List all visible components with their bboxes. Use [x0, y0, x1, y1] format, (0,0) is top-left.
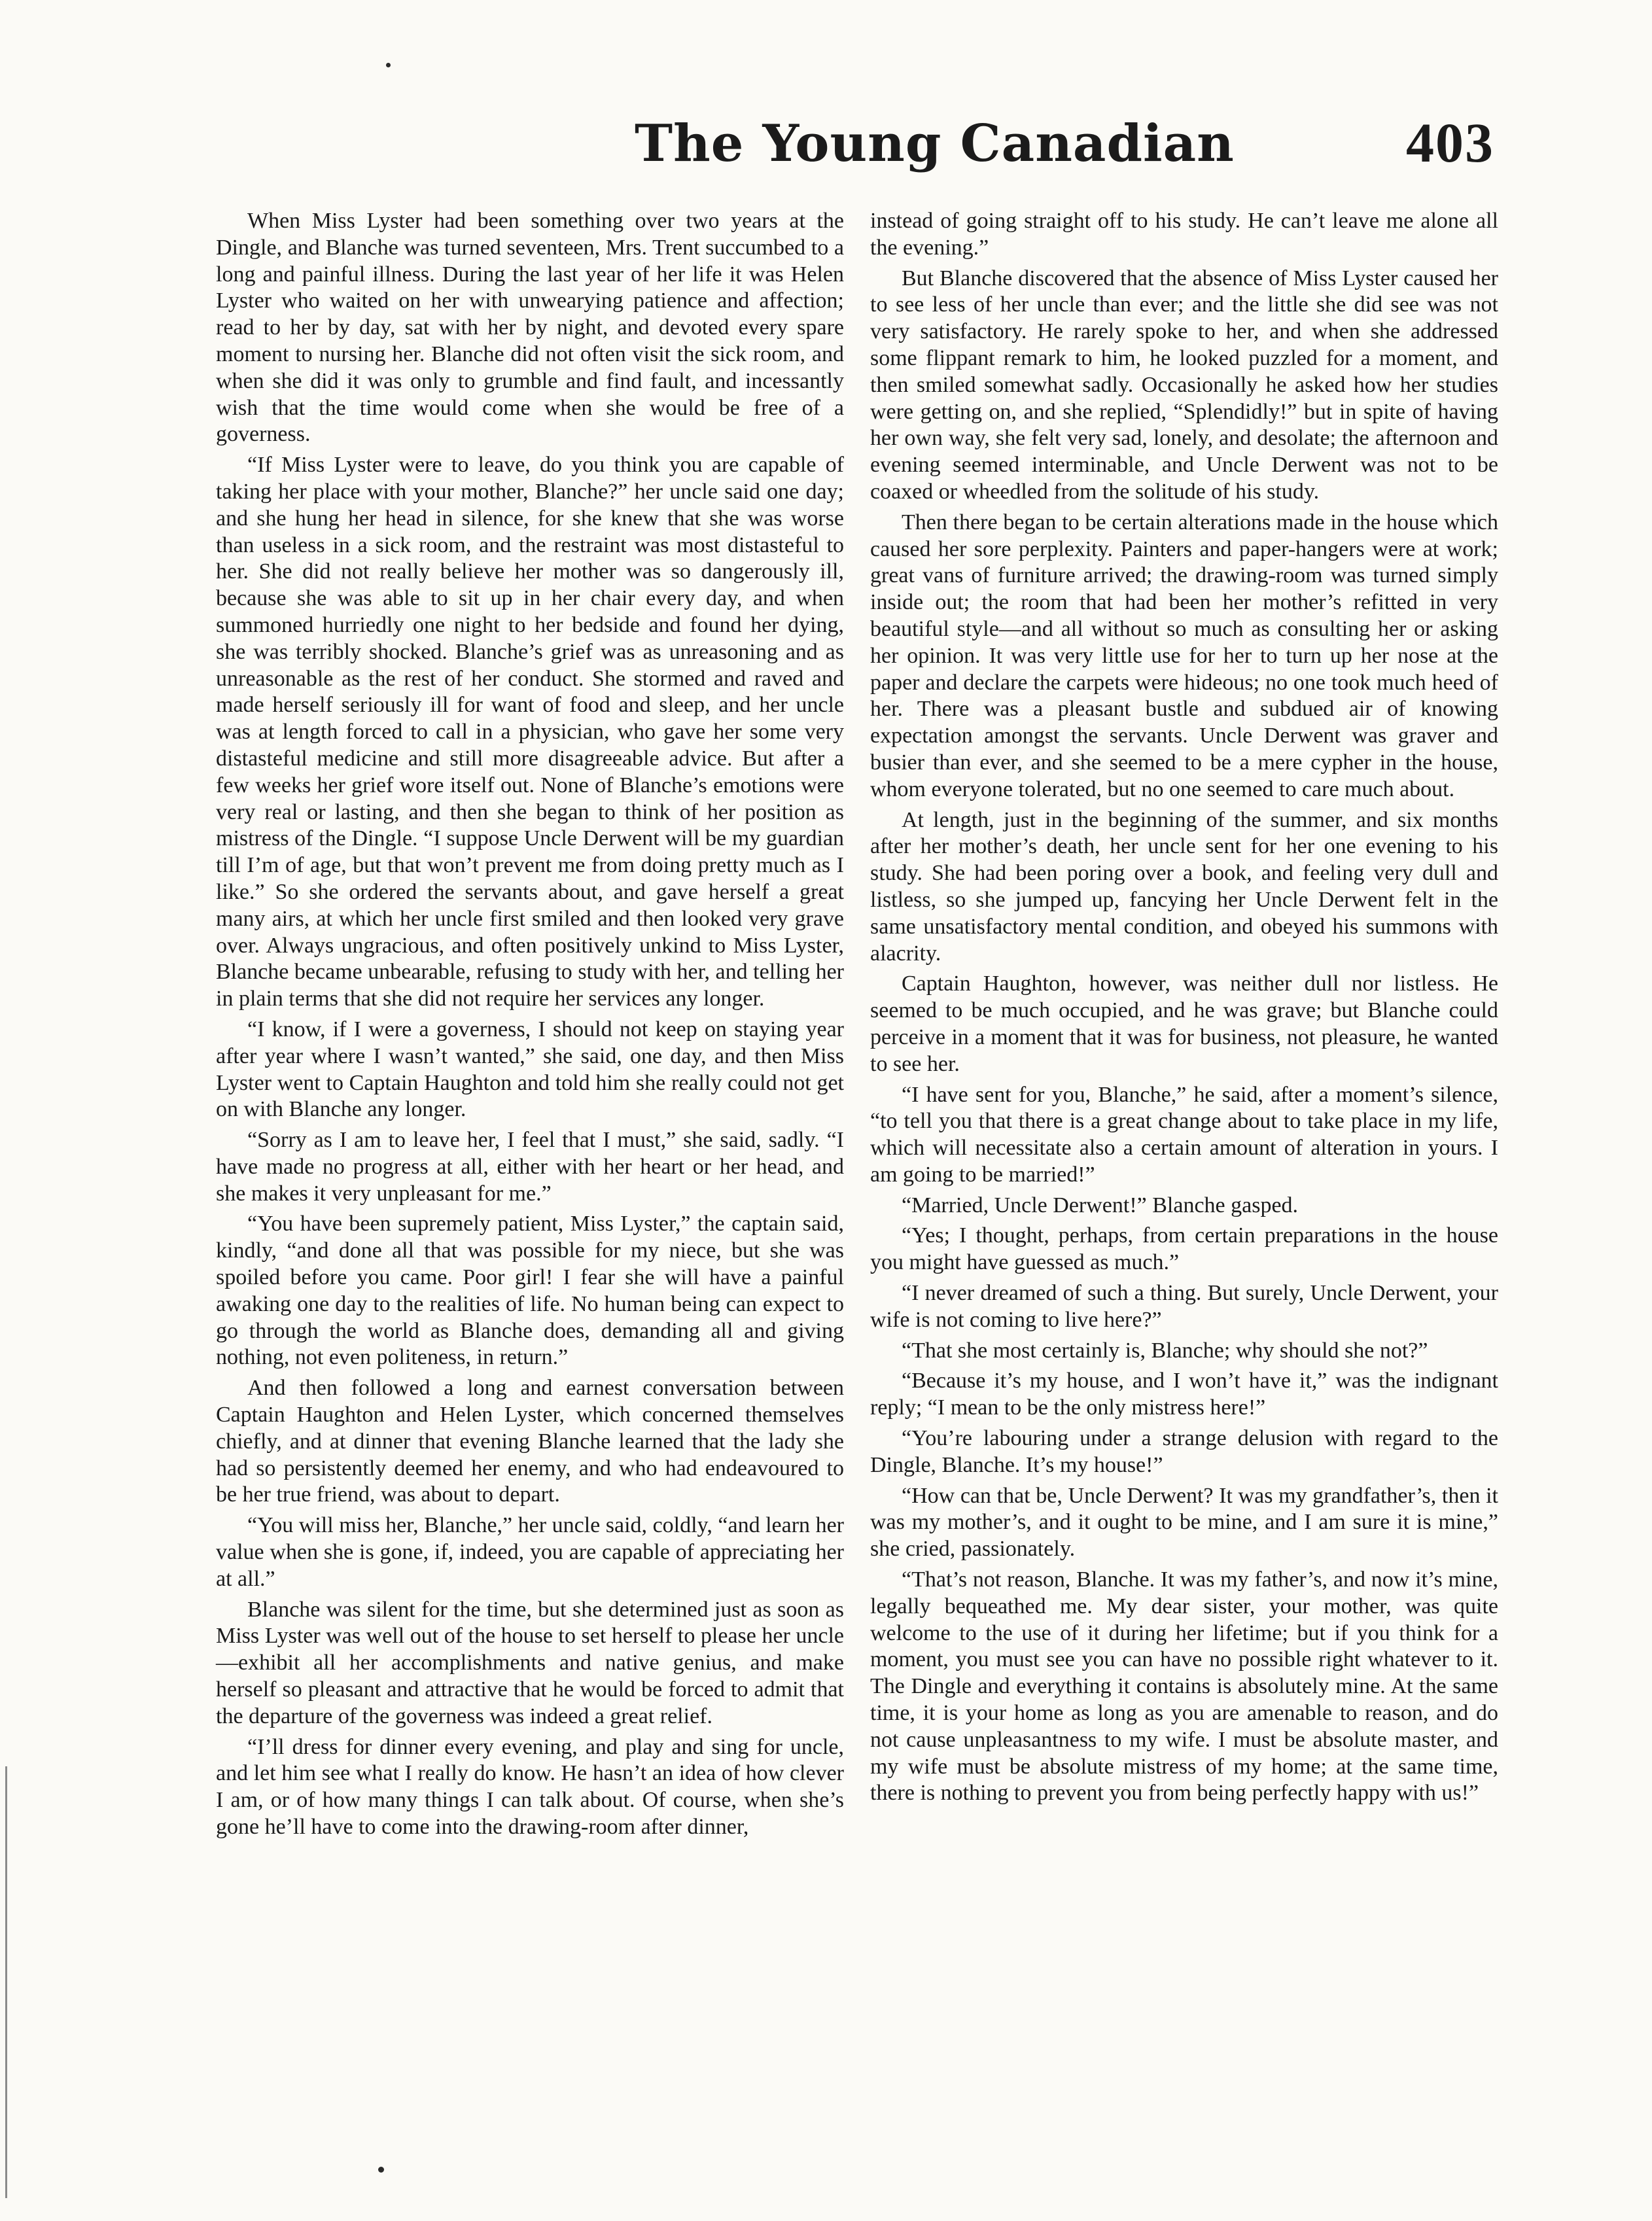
paragraph: instead of going straight off to his study. He can’t leave me alone all the evening.”: [870, 209, 1498, 260]
page-header: [216, 110, 1498, 182]
paragraph: “You have been supremely patient, Miss Lyster,” the captain said, kindly, “and done all that was possible for my niece, but she was spoiled before you came. Poor girl! I fear she will have a painful awaking one day to the realities of life. No human being can expect to go through the world as Blanche does, demanding all and giving nothing, not even politeness, in return.”: [216, 1212, 844, 1370]
binding-edge-line: [5, 1766, 7, 2198]
paragraph: “Married, Uncle Derwent!” Blanche gasped.: [902, 1193, 1299, 1217]
right-text-column: [870, 208, 1498, 1811]
paragraph: “How can that be, Uncle Derwent? It was my grandfather’s, then it was my mother’s, and it ought to be mine, and I am sure it is mine,” she cried, passionately.: [870, 1483, 1498, 1562]
paragraph: “Sorry as I am to leave her, I feel that I must,” she said, sadly. “I have made no progress at all, either with her heart or her head, and she makes it very unpleasant for me.”: [216, 1128, 844, 1206]
paragraph: “I know, if I were a governess, I should not keep on staying year after year where I wasn’t wanted,” she said, one day, and then Miss Lyster went to Captain Haughton and told him she really could not get on with Blanche any longer.: [216, 1017, 844, 1122]
paragraph: “If Miss Lyster were to leave, do you think you are capable of taking her place with your mother, Blanche?” her uncle said one day; and she hung her head in silence, for she knew that she was worse than useless in a sick room, and the restraint was most distasteful to her. She did not really believe her mother was so dangerously ill, because she was able to sit up in her chair every day, and when summoned hurriedly one night to her bedside and found her dying, she was terribly shocked. Blanche’s grief was as unreasoning and as unreasonable as the rest of her conduct. She stormed and raved and made herself seriously ill for want of food and sleep, and her uncle was at length forced to call in a physician, who gave her some very distasteful medicine and still more disagreeable advice. But after a few weeks her grief wore itself out. None of Blanche’s emotions were very real or lasting, and then she began to think of her position as mistress of the Dingle. “I suppose Uncle Derwent will be my guardian till I’m of age, but that won’t prevent me from doing pretty much as I like.” So she ordered the servants about, and gave herself a great many airs, at which her uncle first smiled and then looked very grave over. Always ungracious, and often positively unkind to Miss Lyster, Blanche became unbearable, refusing to study with her, and telling her in plain terms that she did not require her services any longer.: [216, 453, 844, 1011]
paragraph: “Yes; I thought, perhaps, from certain preparations in the house you might have guessed as much.”: [870, 1223, 1498, 1275]
paragraph: And then followed a long and earnest conversation between Captain Haughton and Helen Lyster, which concerned themselves chiefly, and at dinner that evening Blanche learned that the lady she had so persistently deemed her enemy, and who had endeavoured to be her true friend, was about to depart.: [216, 1376, 844, 1507]
paragraph: Then there began to be certain alterations made in the house which caused her sore perplexity. Painters and paper-hangers were at work; great vans of furniture arrived; the drawing-room was turned simply inside out; the room that had been her mother’s refitted in very beautiful style—and all without so much as consulting her or asking her opinion. It was very little use for her to turn up her nose at the paper and declare the carpets were hideous; no one took much heed of her. There was a pleasant bustle and subdued air of knowing expectation amongst the servants. Uncle Derwent was graver and busier than ever, and she seemed to be a mere cypher in the house, whom everyone tolerated, but no one seemed to care much about.: [870, 510, 1498, 801]
paragraph: Blanche was silent for the time, but she determined just as soon as Miss Lyster was well out of the house to set herself to please her uncle—exhibit all her accomplishments and native genius, and make herself so pleasant and attractive that he would be forced to admit that the departure of the governess was indeed a great relief.: [216, 1597, 844, 1728]
paragraph: “I’ll dress for dinner every evening, and play and sing for uncle, and let him see what I really do know. He hasn’t an idea of how clever I am, or of how many things I can talk about. Of course, when she’s gone he’ll have to come into the drawing-room after dinner,: [216, 1734, 844, 1840]
speck-mark: [386, 63, 391, 67]
paragraph: When Miss Lyster had been something over two years at the Dingle, and Blanche was turned seventeen, Mrs. Trent succumbed to a long and painful illness. During the last year of her life it was Helen Lyster who waited on her with unwearying patience and affection; read to her by day, sat with her by night, and devoted every spare moment to nursing her. Blanche did not often visit the sick room, and when she did it was only to grumble and find fault, and incessantly wish that the time would come when she would be free of a governess.: [216, 209, 844, 447]
paragraph: “You will miss her, Blanche,” her uncle said, coldly, “and learn her value when she is gone, if, indeed, you are capable of appreciating her at all.”: [216, 1513, 844, 1591]
paragraph: “Because it’s my house, and I won’t have it,” was the indignant reply; “I mean to be the only mistress here!”: [870, 1369, 1498, 1420]
publication-title: The Young Canadian: [635, 114, 1235, 173]
left-text-column: [216, 208, 844, 1845]
paragraph: “You’re labouring under a strange delusion with regard to the Dingle, Blanche. It’s my house!”: [870, 1426, 1498, 1477]
paragraph: But Blanche discovered that the absence of Miss Lyster caused her to see less of her uncle than ever; and the little she did see was not very satisfactory. He rarely spoke to her, and when she addressed some flippant remark to him, he looked puzzled for a moment, and then smiled somewhat sadly. Occasionally he asked how her studies were getting on, and she replied, “Splendidly!” but in spite of having her own way, she felt very sad, lonely, and desolate; the afternoon and evening seemed interminable, and Uncle Derwent was not to be coaxed or wheedled from the solitude of his study.: [870, 266, 1498, 504]
paragraph: “I have sent for you, Blanche,” he said, after a moment’s silence, “to tell you that there is a great change about to take place in my life, which will necessitate also a certain amount of alteration in yours. I am going to be married!”: [870, 1082, 1498, 1187]
speck-mark: [378, 2167, 384, 2173]
paragraph: “That’s not reason, Blanche. It was my father’s, and now it’s mine, legally bequeathed me. My dear sister, your mother, was quite welcome to the use of it during her lifetime; but if you think for a moment, you must see you can have no possible right whatever to it. The Dingle and everything it contains is absolutely mine. At the same time, it is your home as long as you are amenable to reason, and do not cause unpleasantness to my wife. I must be absolute master, and my wife must be absolute mistress of my home; at the same time, there is nothing to prevent you from being perfectly happy with us!”: [870, 1567, 1498, 1806]
paragraph: “That she most certainly is, Blanche; why should she not?”: [902, 1338, 1428, 1363]
page-number: 403: [1406, 111, 1494, 174]
paragraph: “I never dreamed of such a thing. But surely, Uncle Derwent, your wife is not coming to live here?”: [870, 1281, 1498, 1332]
paragraph: At length, just in the beginning of the summer, and six months after her mother’s death, her uncle sent for her one evening to his study. She had been poring over a book, and feeling very dull and listless, so she jumped up, fancying her Uncle Derwent felt in the same unsatisfactory mental condition, and obeyed his summons with alacrity.: [870, 807, 1498, 966]
paragraph: Captain Haughton, however, was neither dull nor listless. He seemed to be much occupied, and he was grave; but Blanche could perceive in a moment that it was for business, not pleasure, he wanted to see her.: [870, 971, 1498, 1076]
